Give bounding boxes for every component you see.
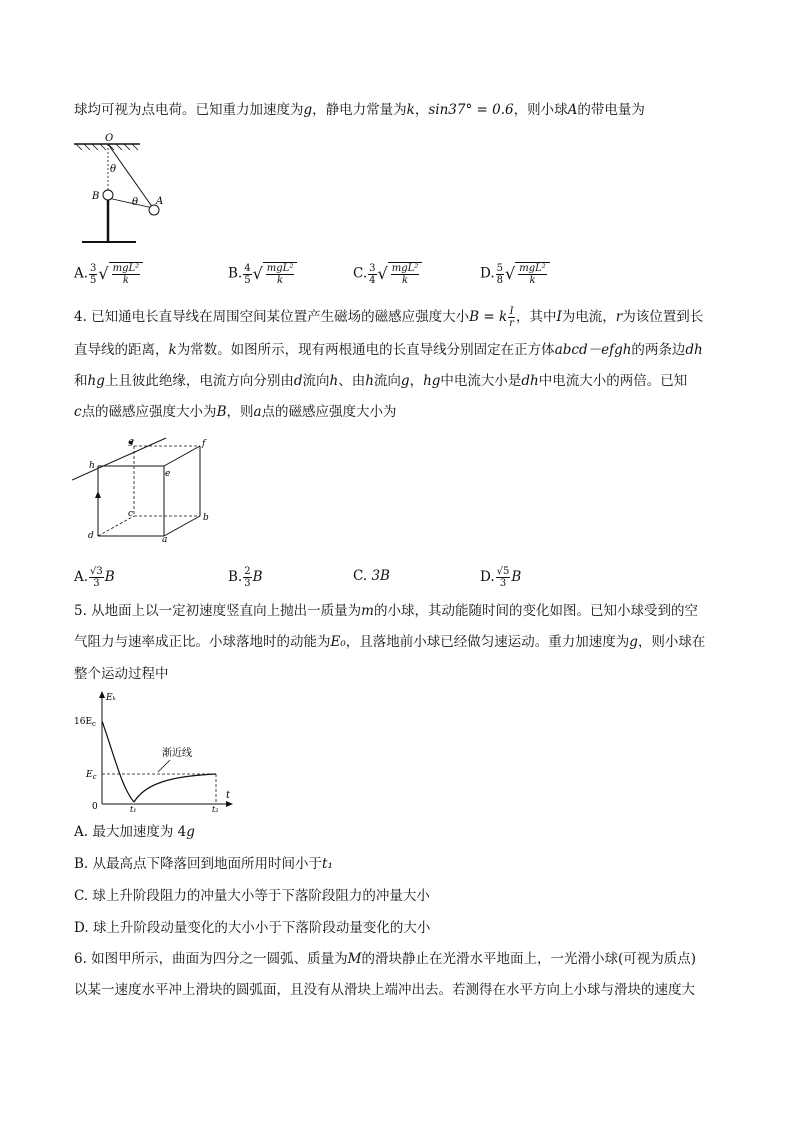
label-O: O (105, 133, 114, 144)
q4-option-c[interactable]: C. 3B (353, 568, 390, 584)
q4-stem-line-4: c点的磁感应强度大小为B，则a点的磁感应强度大小为 (74, 404, 397, 420)
label-theta-bottom: θ (132, 197, 139, 208)
graph-ec: $E_c$ (86, 770, 97, 781)
q3-option-b[interactable]: B. $\frac{4}{5}$ √ $\frac{\text{mgL²}}{k}$ (228, 262, 297, 286)
label-A: A (156, 196, 164, 207)
q5-option-a[interactable]: A. 最大加速度为 4g (74, 824, 195, 840)
q4-stem-line-1: 4. 已知通电长直导线在周围空间某位置产生磁场的磁感应强度大小B = k $\frac{I}{r}$ ，其中I为电流，r为该位置到长 (74, 306, 704, 329)
cube-label-e: e (165, 469, 171, 479)
q5-stem-line-1: 5. 从地面上以一定初速度竖直向上抛出一质量为m的小球，其动能随时间的变化如图。已知小球受到的空 (74, 603, 698, 619)
label-theta-top: θ (110, 164, 117, 175)
graph-t1: t₁ (130, 805, 137, 814)
q4-option-d[interactable]: D. $\frac{√5}{3}$ B (480, 566, 522, 589)
graph-ylabel: Eₖ (106, 693, 116, 703)
q3-pendulum-figure (68, 132, 178, 250)
cube-label-c: c (128, 509, 134, 519)
cube-label-f: f (202, 439, 206, 449)
q4-option-a[interactable]: A. $\frac{√3}{3}$ B (74, 566, 115, 589)
graph-16e: $16E_c$ (74, 717, 96, 728)
q3-option-c[interactable]: C. $\frac{3}{4}$ √ $\frac{\text{mgL²}}{k}$ (353, 262, 422, 286)
cube-label-h: h (89, 461, 95, 471)
q3-option-d[interactable]: D. $\frac{5}{8}$ √ $\frac{\text{mgL²}}{k}$ (480, 262, 550, 286)
q4-stem-line-2: 直导线的距离，k为常数。如图所示，现有两根通电的长直导线分别固定在正方体abcd－efgh的两条边dh (74, 342, 703, 358)
cube-label-d: d (88, 531, 94, 541)
graph-origin: 0 (92, 802, 98, 812)
cube-label-a: a (162, 535, 168, 545)
q4-option-b[interactable]: B. $\frac{2}{3}$ B (228, 566, 263, 589)
graph-asymptote-label: 渐近线 (162, 748, 192, 759)
q5-stem-line-2: 气阻力与速率成正比。小球落地时的动能为E₀，且落地前小球已经做匀速运动。重力加速度为g，则小球在 (74, 634, 706, 650)
q5-option-b[interactable]: B. 从最高点下降落回到地面所用时间小于t₁ (74, 856, 333, 872)
q4-cube-figure (72, 436, 222, 546)
q5-stem-line-3: 整个运动过程中 (74, 666, 169, 682)
label-B: B (92, 191, 100, 202)
q6-stem-line-1: 6. 如图甲所示，曲面为四分之一圆弧、质量为M的滑块静止在光滑水平地面上，一光滑小球(可视为质点) (74, 951, 697, 967)
q6-stem-line-2: 以某一速度水平冲上滑块的圆弧面，且没有从滑块上端冲出去。若测得在水平方向上小球与滑块的速度大 (74, 982, 695, 998)
q5-option-c[interactable]: C. 球上升阶段阻力的冲量大小等于下落阶段阻力的冲量大小 (74, 888, 430, 904)
cube-label-g: g (128, 437, 134, 447)
q3-stem-line: 球均可视为点电荷。已知重力加速度为g，静电力常量为k，sin37° = 0.6，则小球A的带电量为 (74, 102, 645, 118)
q5-option-d[interactable]: D. 球上升阶段动量变化的大小小于下落阶段动量变化的大小 (74, 920, 431, 936)
graph-xlabel: t (226, 790, 231, 801)
q4-stem-line-3: 和hg上且彼此绝缘，电流方向分别由d流向h、由h流向g，hg中电流大小是dh中电流大小的两倍。已知 (74, 373, 688, 389)
graph-t2: t₂ (212, 805, 219, 814)
cube-label-b: b (203, 513, 209, 523)
q3-option-a[interactable]: A. $\frac{3}{5}$ √ $\frac{\text{mgL²}}{k}$ (74, 262, 143, 286)
q5-energy-time-graph (70, 688, 245, 816)
